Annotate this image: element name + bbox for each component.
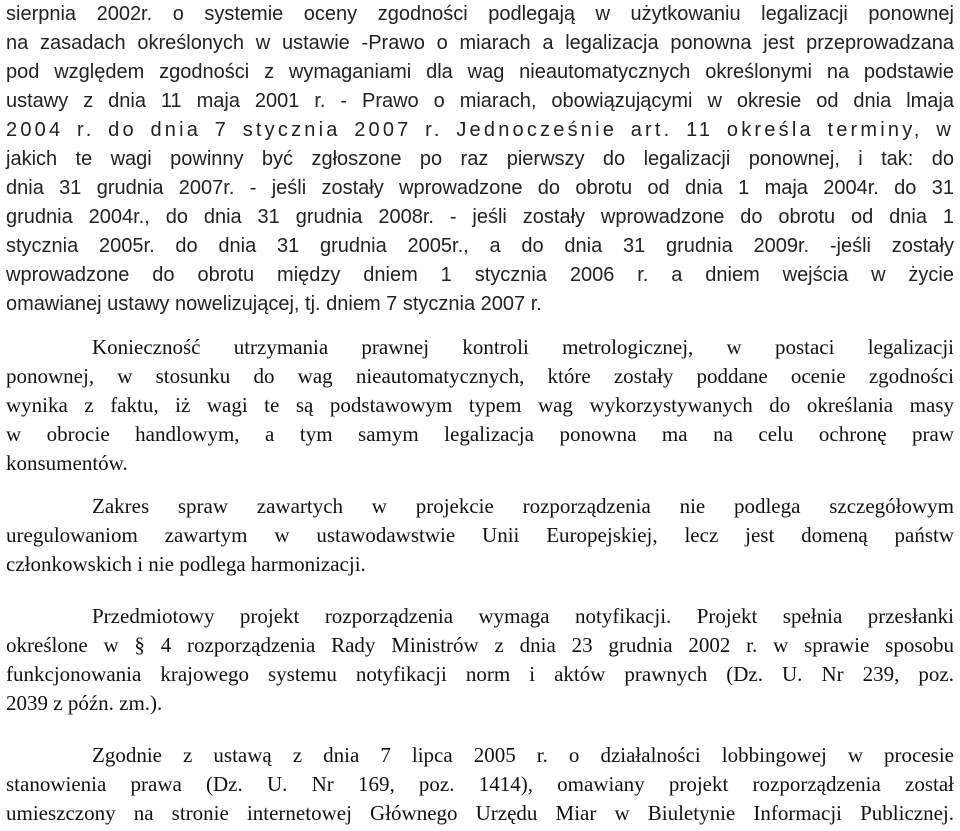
paragraph-3-line-1: Zakres spraw zawartych w projekcie rozporządzenia nie podlega szczegółowym	[92, 494, 954, 518]
paragraph-4-line-1: Przedmiotowy projekt rozporządzenia wymaga notyfikacji. Projekt spełnia przesłanki	[92, 604, 954, 628]
paragraph-2-line-4: w obrocie handlowym, a tym samym legalizacja ponowna ma na celu ochronę praw	[6, 422, 954, 446]
paragraph-1-line-8: grudnia 2004r., do dnia 31 grudnia 2008r. - jeśli zostały wprowadzone do obrotu od dnia 1	[6, 206, 954, 228]
paragraph-5-line-2: stanowienia prawa (Dz. U. Nr 169, poz. 1414), omawiany projekt rozporządzenia został	[6, 772, 954, 796]
paragraph-2-line-1: Konieczność utrzymania prawnej kontroli metrologicznej, w postaci legalizacji	[92, 335, 954, 359]
paragraph-1-line-5: 2004 r. do dnia 7 stycznia 2007 r. Jednocześnie art. 11 określa terminy, w	[6, 119, 954, 141]
paragraph-3-line-2: uregulowaniom zawartym w ustawodawstwie Unii Europejskiej, lecz jest domeną państw	[6, 523, 954, 547]
paragraph-2-line-3: wynika z faktu, iż wagi te są podstawowym typem wag wykorzystywanych do określania masy	[6, 393, 954, 417]
paragraph-2-line-5: konsumentów.	[6, 451, 128, 475]
paragraph-1-line-7: dnia 31 grudnia 2007r. - jeśli zostały wprowadzone do obrotu od dnia 1 maja 2004r. do 31	[6, 177, 954, 199]
paragraph-1-line-1: sierpnia 2002r. o systemie oceny zgodności podlegają w użytkowaniu legalizacji ponownej	[6, 3, 954, 25]
paragraph-1-line-9: stycznia 2005r. do dnia 31 grudnia 2005r., a do dnia 31 grudnia 2009r. -jeśli zostały	[6, 235, 954, 257]
paragraph-1-line-3: pod względem zgodności z wymaganiami dla wag nieautomatycznych określonymi na podstawie	[6, 61, 954, 83]
paragraph-5-line-1: Zgodnie z ustawą z dnia 7 lipca 2005 r. o działalności lobbingowej w procesie	[92, 743, 954, 767]
paragraph-1-line-11: omawianej ustawy nowelizującej, tj. dniem 7 stycznia 2007 r.	[6, 293, 542, 315]
paragraph-4-line-3: funkcjonowania krajowego systemu notyfikacji norm i aktów prawnych (Dz. U. Nr 239, poz.	[6, 662, 954, 686]
paragraph-1-line-2: na zasadach określonych w ustawie -Prawo o miarach a legalizacja ponowna jest przeprowadzana	[6, 32, 954, 54]
paragraph-1-line-10: wprowadzone do obrotu między dniem 1 stycznia 2006 r. a dniem wejścia w życie	[6, 264, 954, 286]
paragraph-3-line-3: członkowskich i nie podlega harmonizacji.	[6, 552, 366, 576]
paragraph-5-line-3: umieszczony na stronie internetowej Głównego Urzędu Miar w Biuletynie Informacji Publicznej.	[6, 801, 954, 825]
paragraph-1-line-4: ustawy z dnia 11 maja 2001 r. - Prawo o miarach, obowiązującymi w okresie od dnia lmaja	[6, 90, 954, 112]
paragraph-2-line-2: ponownej, w stosunku do wag nieautomatycznych, które zostały poddane ocenie zgodności	[6, 364, 954, 388]
paragraph-4-line-4: 2039 z późn. zm.).	[6, 691, 163, 715]
paragraph-1-line-6: jakich te wagi powinny być zgłoszone po raz pierwszy do legalizacji ponownej, i tak: do	[6, 148, 954, 170]
paragraph-4-line-2: określone w § 4 rozporządzenia Rady Ministrów z dnia 23 grudnia 2002 r. w sprawie sposobu	[6, 633, 954, 657]
